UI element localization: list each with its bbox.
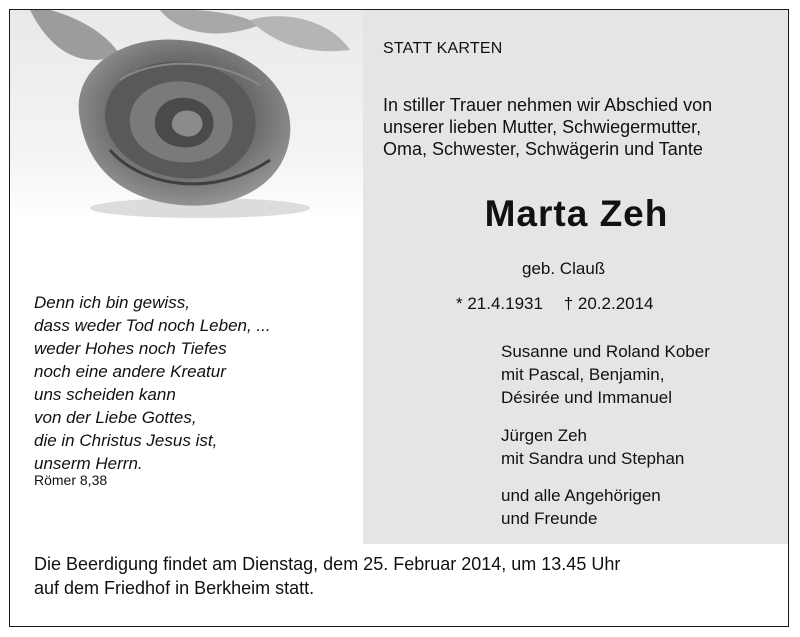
verse-line: die in Christus Jesus ist, [34, 431, 218, 450]
verse-line: Denn ich bin gewiss, [34, 293, 190, 312]
verse-reference: Römer 8,38 [34, 472, 108, 488]
mourner-line: mit Sandra und Stephan [501, 449, 685, 468]
statt-karten-label: STATT KARTEN [383, 40, 503, 57]
verse-line: noch eine andere Kreatur [34, 362, 226, 381]
mourner-line: Jürgen Zeh [501, 426, 587, 445]
verse-line: von der Liebe Gottes, [34, 408, 197, 427]
intro-line: Oma, Schwester, Schwägerin und Tante [383, 139, 703, 159]
intro-line: In stiller Trauer nehmen wir Abschied von [383, 95, 713, 115]
mourner-line: und Freunde [501, 509, 598, 528]
mourner-group [501, 484, 661, 530]
deceased-name: Marta Zeh [484, 193, 669, 234]
mourner-line: Susanne und Roland Kober [501, 342, 710, 361]
funeral-line: auf dem Friedhof in Berkheim statt. [34, 578, 315, 598]
mourner-line: mit Pascal, Benjamin, [501, 365, 665, 384]
bible-verse [34, 291, 271, 475]
birth-date: * 21.4.1931 [456, 294, 543, 313]
birth-name: geb. Clauß [522, 259, 606, 278]
funeral-line: Die Beerdigung findet am Dienstag, dem 25. Februar 2014, um 13.45 Uhr [34, 554, 621, 574]
verse-line: dass weder Tod noch Leben, ... [34, 316, 271, 335]
mourner-group [501, 340, 710, 409]
intro-line: unserer lieben Mutter, Schwiegermutter, [383, 117, 702, 137]
verse-line: uns scheiden kann [34, 385, 176, 404]
verse-line: unserm Herrn. [34, 454, 143, 473]
mourner-line: und alle Angehörigen [501, 486, 661, 505]
mourner-group [501, 424, 684, 470]
rose-icon [10, 10, 363, 220]
verse-line: weder Hohes noch Tiefes [34, 339, 227, 358]
death-date: † 20.2.2014 [563, 294, 654, 313]
intro-text [383, 94, 712, 160]
funeral-info [34, 552, 620, 600]
obituary-notice [9, 9, 789, 627]
mourner-line: Désirée und Immanuel [501, 388, 673, 407]
life-dates [456, 294, 654, 314]
rose-photo [10, 10, 363, 220]
